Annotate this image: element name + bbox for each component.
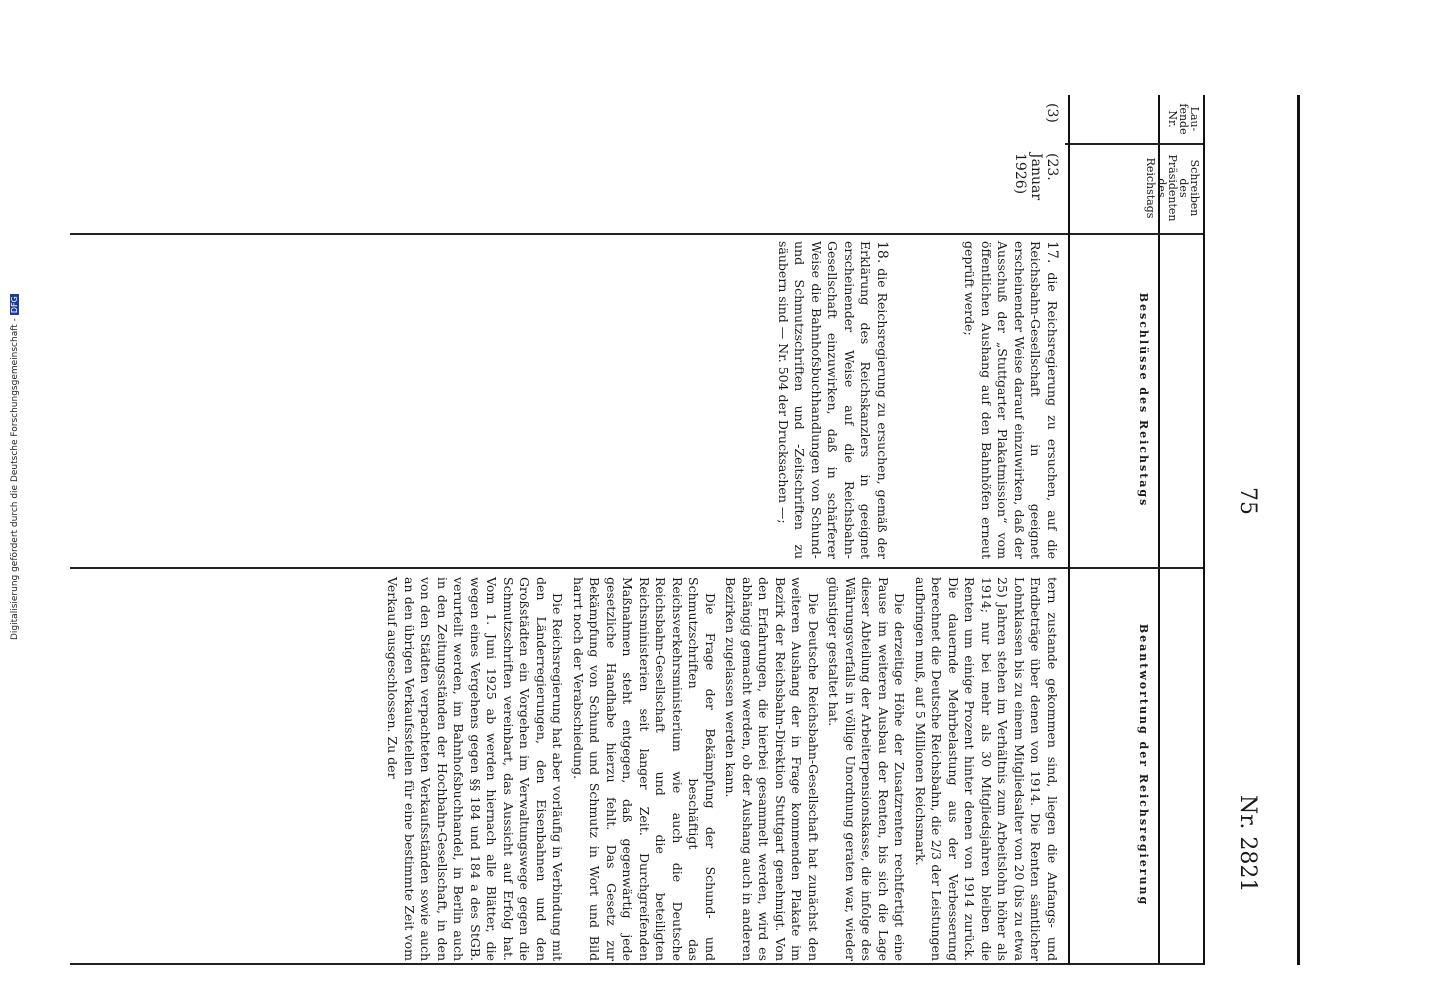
column-divider [70,963,1205,965]
table-top-rule [1203,95,1205,965]
document-page [70,95,1300,965]
document-number: Nr. 2821 [1235,795,1260,893]
table-header-rule [1068,95,1070,965]
resolution-number: 17. [1044,241,1060,264]
column-divider [70,567,1205,569]
column-heading-beantwortung: Beantwortung der Reichsregierung [1137,623,1150,907]
resolution-18 [775,241,891,559]
top-rule [1297,95,1300,965]
dfg-logo: DFG [10,296,19,314]
answer-paragraph: tern zustande gekommen sind, liegen die Anfangs- und Endbeträge über denen von 1914. Die Renten sämtlicher Lohnklassen bis zu einem Mitgliedsalter von 20 (bis zu etwa 25) Jahren stehen im Verhältnis zum Arbeitslohn höher als 1914; nur bei mehr als 30 Mitgliedsjahren bleiben die Renten um einige Prozent hinter denen von 1914 zurück. Die dauernde Mehrbelastung aus der Verbesserung berechnet die Deutsche Reichsbahn, die 2/3 der Leistungen aufbringen muß, auf 5 Millionen Reichsmark. [913,577,1060,961]
column-heading-lfd: Lau- fende Nr. [1166,103,1201,135]
resolution-17 [961,241,1060,559]
entry-number: (3) [1044,103,1060,123]
side-credit [10,280,20,640]
column-heading-schreiben: Schreiben des Präsidenten des Reichstags [1144,154,1201,222]
column-heading-beschluesse: Beschlüsse des Reichstags [1137,292,1150,508]
entry-date: (23. Januar 1926) [1012,153,1060,201]
dfg-credit-text: Digitalisierung gefördert durch die Deutsche Forschungsgemeinschaft - [10,318,20,640]
resolution-number: 18. [874,241,890,264]
page-number: 75 [1235,487,1260,515]
answer-paragraph: Die Frage der Bekämpfung der Schund- und Schmutzschriften beschäftigt das Reichsverkehrsministerium wie auch die Deutsche Reichsbahn-Gesellschaft und die beteiligten Reichsministerien seit langer Zeit. Durchgreifenden Maßnahmen steht entgegen, daß gegenwärtig jede gesetzliche Handhabe hierzu fehlt. Das Gesetz zur Bekämpfung von Schund und Schmutz in Wort und Bild harrt noch der Verabschiedung. [571,577,718,961]
answer-paragraph: Die Deutsche Reichsbahn-Gesellschaft hat zunächst den weiteren Aushang der in Frage kommenden Plakate im Bezirk der Reichsbahn-Direktion Stuttgart genehmigt. Von den Erfahrungen, die hierbei gesammelt werden, wird es abhängig gemacht werden, ob der Aushang auch in anderen Bezirken zugelassen werden kann. [723,577,821,961]
answer-paragraph: Die Reichsregierung hat aber vorläufig in Verbindung mit den Länderregierungen, den Eisenbahnen und den Großstädten ein Vorgehen im Verwaltungswege gegen die Schmutzschriften vereinbart, das Aussicht auf Erfolg hat. Vom 1. Juni 1925 ab werden hiernach alle Blätter, die wegen eines Vergehens gegen §§ 184 und 184 a des StGB. verurteilt werden, im Bahnhofsbuchhandel, in Berlin auch in den Zeitungsständen der Hochbahn-Gesellschaft, in den von den Städten verpachteten Verkaufsständen sowie auch an den übrigen Verkaufsstellen für eine bestimmte Zeit vom Verkauf ausgeschlossen. Zu der [385,577,566,961]
resolution-text: die Reichsregierung zu ersuchen, gemäß der Erklärung des Reichskanzlers in geeignet erscheinender Weise auf die Reichsbahn-Gesellschaft einzuwirken, daß in schärferer Weise die Bahnhofsbuchhandlungen von Schund- und Schmutzschriften und -Zeitschriften zu säubern sind — Nr. 504 der Drucksachen —; [776,241,890,559]
resolution-text: die Reichsregierung zu ersuchen, auf die Reichsbahn-Gesellschaft in geeignet erscheinender Weise darauf einzuwirken, daß der Ausschuß der „Stuttgarter Plakatmission“ vom öffentlichen Aushang auf den Bahnhöfen erneut geprüft werde; [962,241,1060,559]
column-divider [70,233,1205,235]
answer-paragraph: Die derzeitige Höhe der Zusatzrenten rechtfertigt eine Pause im weiteren Ausbau der Renten, bis sich die Lage dieser Abteilung der Arbeiterpensionskasse, die infolge des Währungsverfalls in völlige Unordnung geraten war, wieder günstiger gestaltet hat. [826,577,908,961]
answer-column [380,577,1060,961]
